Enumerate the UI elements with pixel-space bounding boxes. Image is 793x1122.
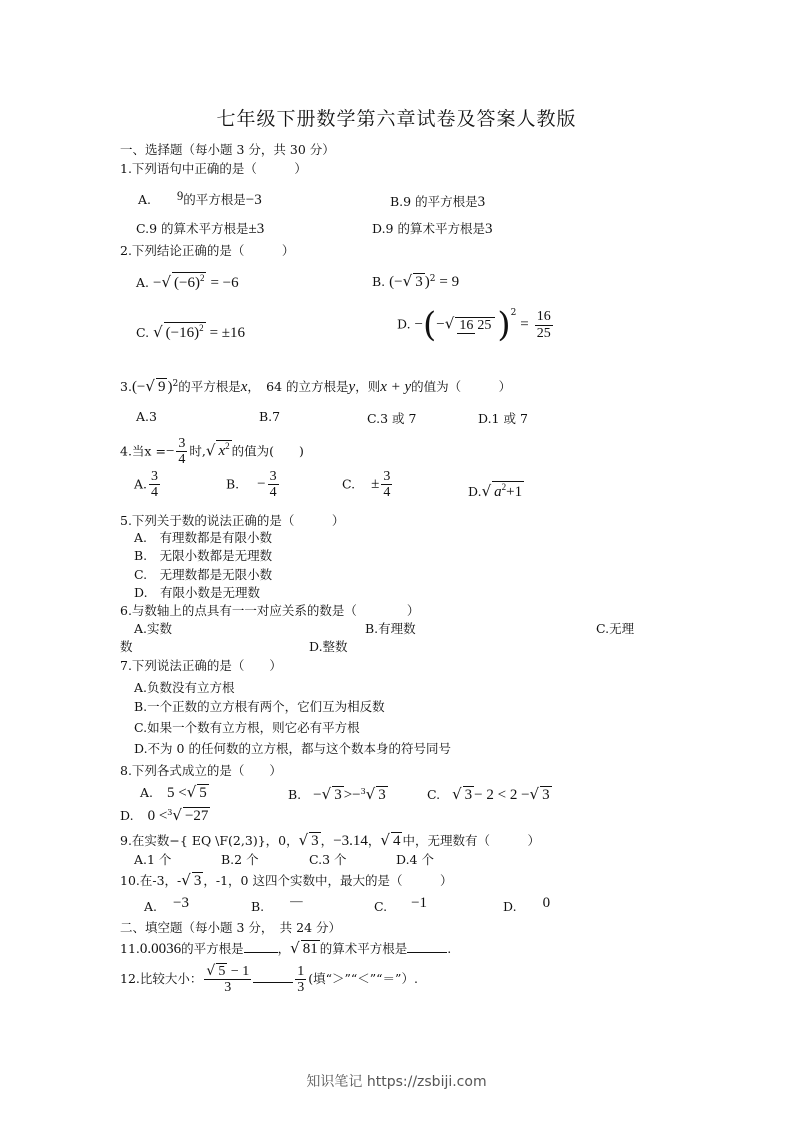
q6-option-d: D.整数 bbox=[309, 639, 348, 654]
radical-icon: √ bbox=[206, 963, 216, 979]
q1-option-c: C.9 的算术平方根是±3 bbox=[136, 221, 265, 237]
radical-icon: √ bbox=[444, 314, 455, 333]
q2-option-c: C. √ $(-16)^2 = \pm 16$ bbox=[136, 323, 246, 341]
radical-icon: √ bbox=[186, 783, 197, 801]
question-11-stem: 11.0.0036的平方根是 ，√ 81 的算术平方根是 . bbox=[120, 939, 452, 957]
q8-option-a: A. 5 <√ 5 bbox=[140, 783, 207, 801]
answer-blank[interactable] bbox=[253, 982, 293, 983]
question-3-stem: 3.(−√ 9 )$^2$的平方根是x， 64 的立方根是y，则x + y的值为（ ） bbox=[120, 377, 512, 395]
radical-icon: √ bbox=[161, 273, 172, 291]
q10-option-c: C. −1 bbox=[374, 895, 428, 914]
q7-option-c: C.如果一个数有立方根，则它必有平方根 bbox=[134, 720, 360, 735]
q7-option-d: D.不为 0 的任何数的立方根，都与这个数本身的符号同号 bbox=[134, 741, 451, 756]
q6-option-c-wrap: 数 bbox=[120, 639, 133, 654]
radical-icon: √ bbox=[153, 323, 163, 341]
q8-option-c: C. √ 3 − 2 < 2 −√ 3 bbox=[427, 785, 550, 803]
radical-icon: √ bbox=[402, 272, 413, 290]
radical-icon: √ bbox=[290, 939, 300, 957]
radical-icon: √ bbox=[529, 785, 540, 803]
answer-blank[interactable] bbox=[244, 952, 278, 953]
q2-option-a: A. −√ $(-6)^2 = -6$ bbox=[136, 273, 239, 291]
radical-icon: √ bbox=[321, 785, 332, 803]
q8-option-d: D. 0 <$^3$√ −27 bbox=[120, 806, 209, 824]
question-5-stem: 5.下列关于数的说法正确的是（ ） bbox=[120, 513, 345, 528]
q9-option-b: B.2 个 bbox=[221, 852, 259, 867]
q8-option-b: B. −√ 3 >−$^3$√ 3 bbox=[288, 785, 386, 803]
q6-option-a: A.实数 bbox=[134, 621, 173, 636]
q3-option-a: A.3 bbox=[136, 409, 157, 424]
q5-option-d: D. 有限小数是无理数 bbox=[134, 585, 261, 600]
q9-option-a: A.1 个 bbox=[134, 852, 172, 867]
section-heading-fill: 二、填空题（每小题 3 分， 共 24 分） bbox=[120, 920, 342, 935]
q10-option-b: B. — bbox=[251, 894, 303, 914]
question-7-stem: 7.下列说法正确的是（ ） bbox=[120, 658, 282, 673]
radical-icon: √ bbox=[172, 806, 182, 824]
radical-icon: √ bbox=[365, 785, 376, 803]
radical-icon: √ bbox=[205, 441, 216, 460]
q10-option-d: D. 0 bbox=[503, 895, 551, 914]
q2-option-b: B. (−√ 3 )$^2$ = 9 bbox=[372, 272, 460, 290]
q5-option-c: C. 无理数都是无限小数 bbox=[134, 567, 273, 582]
q6-option-c: C.无理 bbox=[596, 621, 635, 636]
page-title: 七年级下册数学第六章试卷及答案人教版 bbox=[216, 108, 577, 130]
q1-option-b: B.9 的平方根是3 bbox=[390, 194, 486, 210]
question-2-stem: 2.下列结论正确的是（ ） bbox=[120, 243, 295, 258]
question-9-stem: 9.在实数−{ EQ \F(2,3)}，0，√ 3 ，−3.14，√ 4 中，无理数有（ ） bbox=[120, 831, 540, 849]
radical-icon: √ bbox=[452, 785, 462, 803]
question-1-stem: 1.下列语句中正确的是（ ） bbox=[120, 161, 307, 176]
q4-option-c: C. ± $\frac{3}{4}$ bbox=[342, 469, 391, 501]
radical-icon: √ bbox=[298, 831, 309, 849]
question-10-stem: 10.在-3，-√ 3 ，-1，0 这四个实数中，最大的是（ ） bbox=[120, 871, 453, 889]
radical-icon: √ bbox=[380, 831, 390, 849]
q9-option-c: C.3 个 bbox=[309, 852, 347, 867]
q9-option-d: D.4 个 bbox=[396, 852, 434, 867]
q2-option-d: D. −(−√ 16 25 )$^2$ = $\frac{16}{25}$ bbox=[397, 305, 551, 345]
q3-option-d: D.1 或 7 bbox=[478, 411, 528, 426]
question-12-stem: 12.比较大小： $\frac{√ 5 - 1}{3}$ $\frac{1}{3}$ (填“＞”“＜”“＝”）. bbox=[120, 963, 418, 996]
footer-watermark: 知识笔记 https://zsbiji.com bbox=[306, 1074, 487, 1090]
q3-option-c: C.3 或 7 bbox=[367, 411, 417, 426]
q4-option-b: B. − $\frac{3}{4}$ bbox=[226, 469, 277, 501]
q1-option-a: A. 9的平方根是−3 bbox=[138, 189, 262, 208]
q4-option-d: D.√ $a^2+1$ bbox=[468, 482, 523, 500]
q7-option-a: A.负数没有立方根 bbox=[134, 680, 235, 695]
question-8-stem: 8.下列各式成立的是（ ） bbox=[120, 763, 282, 778]
q4-option-a: A. $\frac{3}{4}$ bbox=[134, 469, 159, 501]
radical-icon: √ bbox=[145, 377, 155, 395]
question-4-stem: 4.当x =− $\frac{3}{4}$ 时,√ $x^2$ 的值为( ) bbox=[120, 436, 304, 468]
q1-option-d: D.9 的算术平方根是3 bbox=[372, 221, 493, 237]
q3-option-b: B.7 bbox=[259, 409, 281, 424]
q10-option-a: A. −3 bbox=[144, 895, 189, 914]
question-6-stem: 6.与数轴上的点具有一一对应关系的数是（ ） bbox=[120, 603, 420, 618]
section-heading-choice: 一、选择题（每小题 3 分，共 30 分） bbox=[120, 142, 335, 157]
radical-icon: √ bbox=[481, 482, 492, 500]
q6-option-b: B.有理数 bbox=[365, 621, 416, 636]
q7-option-b: B.一个正数的立方根有两个，它们互为相反数 bbox=[134, 699, 385, 714]
answer-blank[interactable] bbox=[407, 952, 447, 953]
q5-option-a: A. 有理数都是有限小数 bbox=[134, 530, 273, 545]
q5-option-b: B. 无限小数都是无理数 bbox=[134, 548, 273, 563]
radical-icon: √ bbox=[181, 871, 191, 889]
